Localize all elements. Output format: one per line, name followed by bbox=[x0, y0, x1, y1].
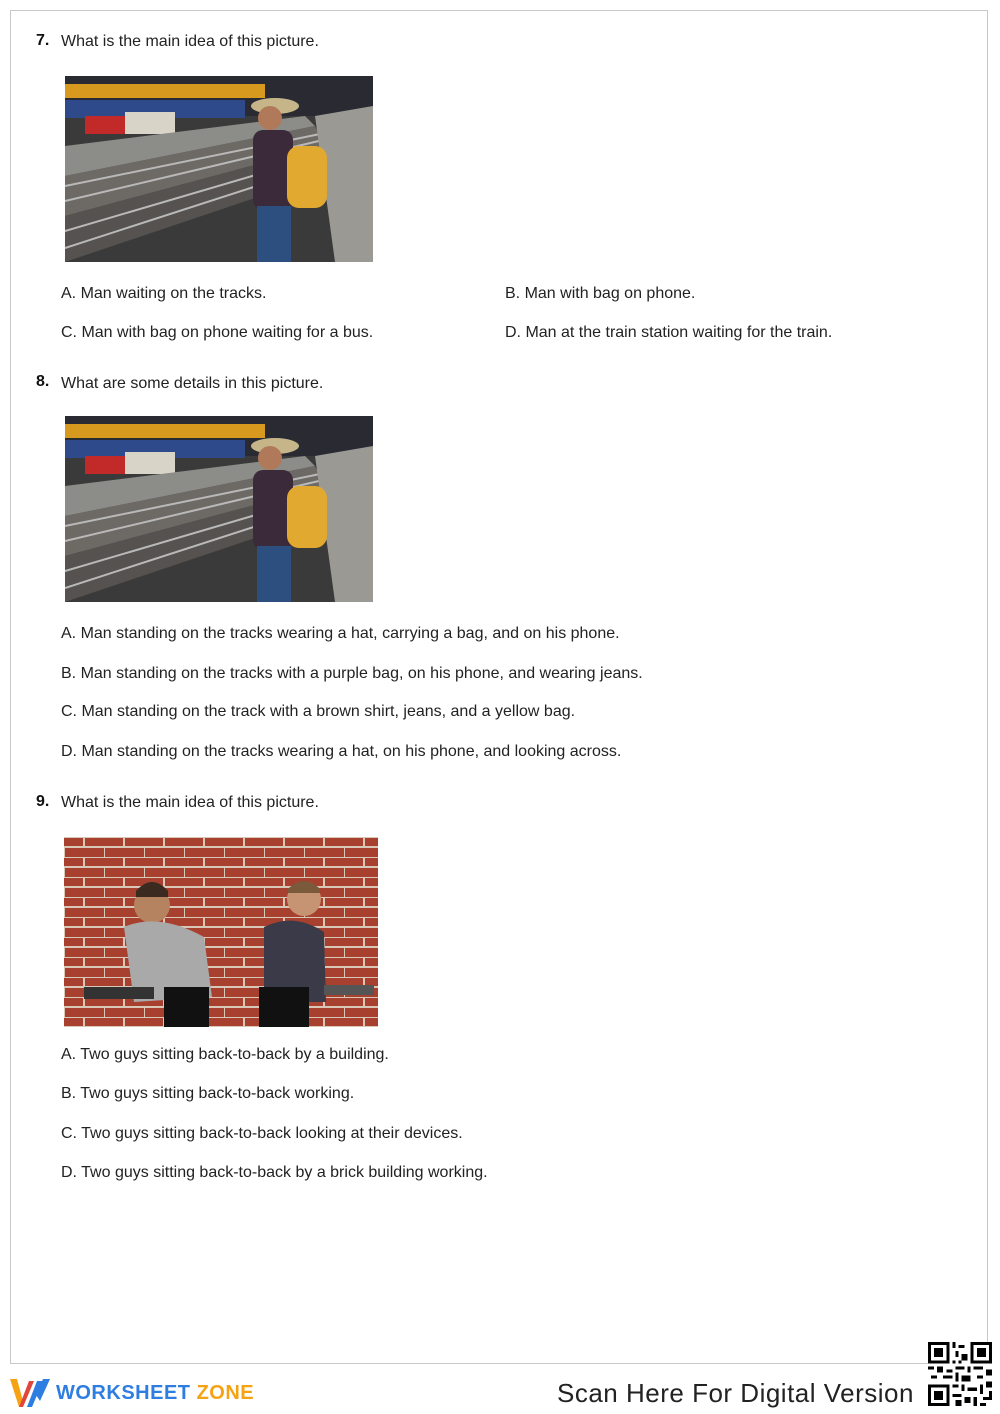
brand-name-part1: WORKSHEET bbox=[56, 1381, 191, 1404]
question-8-text: What are some details in this picture. bbox=[61, 375, 324, 392]
question-7-option-a[interactable]: A. Man waiting on the tracks. bbox=[61, 285, 267, 302]
question-9-option-b[interactable]: B. Two guys sitting back-to-back working. bbox=[61, 1085, 355, 1102]
brick-wall-photo bbox=[64, 837, 378, 1027]
question-7-text: What is the main idea of this picture. bbox=[61, 33, 319, 50]
question-7-number: 7. bbox=[36, 32, 50, 49]
qr-code-icon[interactable] bbox=[928, 1342, 992, 1406]
question-7-option-c[interactable]: C. Man with bag on phone waiting for a bus. bbox=[61, 324, 374, 341]
train-platform-photo bbox=[65, 76, 373, 262]
train-platform-photo bbox=[65, 416, 373, 602]
question-8-option-a[interactable]: A. Man standing on the tracks wearing a hat, carrying a bag, and on his phone. bbox=[61, 625, 620, 642]
worksheet-zone-logo[interactable] bbox=[10, 1376, 254, 1410]
question-9-option-d[interactable]: D. Two guys sitting back-to-back by a brick building working. bbox=[61, 1164, 488, 1181]
scan-prompt: Scan Here For Digital Version bbox=[557, 1378, 914, 1408]
question-8-number: 8. bbox=[36, 373, 50, 390]
question-8-option-b[interactable]: B. Man standing on the tracks with a purple bag, on his phone, and wearing jeans. bbox=[61, 665, 643, 682]
question-9-option-a[interactable]: A. Two guys sitting back-to-back by a building. bbox=[61, 1046, 389, 1063]
brand-name bbox=[56, 1382, 254, 1405]
question-8-option-c[interactable]: C. Man standing on the track with a brown shirt, jeans, and a yellow bag. bbox=[61, 703, 576, 720]
question-7-option-b[interactable]: B. Man with bag on phone. bbox=[505, 285, 696, 302]
question-9-number: 9. bbox=[36, 793, 50, 810]
question-9-option-c[interactable]: C. Two guys sitting back-to-back looking at their devices. bbox=[61, 1125, 463, 1142]
brand-name-part2: ZONE bbox=[196, 1381, 255, 1404]
question-8-option-d[interactable]: D. Man standing on the tracks wearing a hat, on his phone, and looking across. bbox=[61, 743, 622, 760]
w-logo-icon bbox=[10, 1377, 50, 1409]
question-7-option-d[interactable]: D. Man at the train station waiting for the train. bbox=[505, 324, 833, 341]
question-9-text: What is the main idea of this picture. bbox=[61, 794, 319, 811]
